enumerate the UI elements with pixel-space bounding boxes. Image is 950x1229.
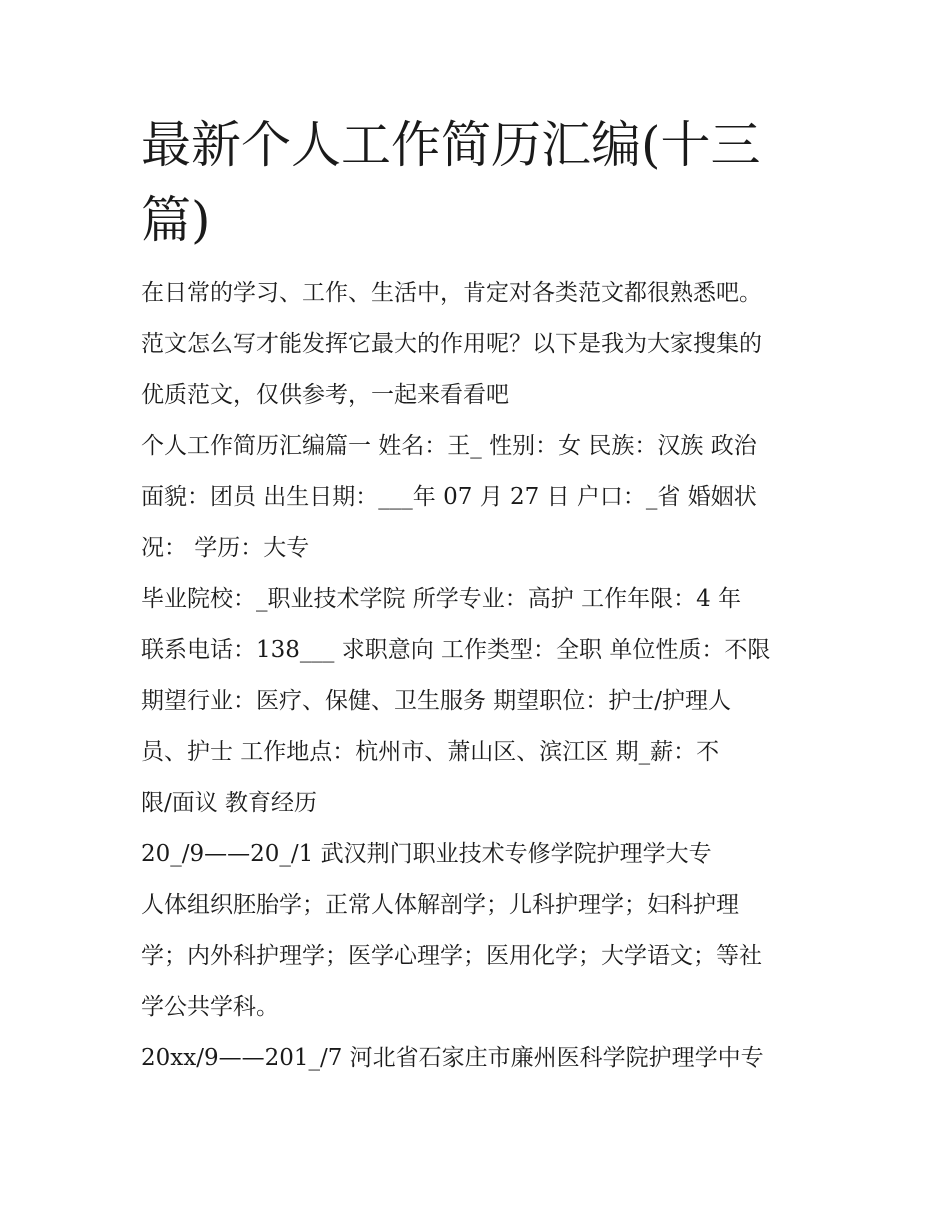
text-line: 人体组织胚胎学；正常人体解剖学；儿科护理学；妇科护理 (141, 892, 739, 918)
job-intention-paragraph (141, 574, 821, 829)
text-line: 期望行业：医疗、保健、卫生服务 期望职位：护士/护理人 (141, 688, 732, 714)
text-line: 范文怎么写才能发挥它最大的作用呢？以下是我为大家搜集的 (141, 331, 762, 357)
text-line: 况： 学历：大专 (141, 535, 310, 561)
intro-paragraph (141, 268, 821, 421)
text-line: 在日常的学习、工作、生活中，肯定对各类范文都很熟悉吧。 (141, 280, 762, 306)
text-line: 学；内外科护理学；医学心理学；医用化学；大学语文；等社 (141, 943, 762, 969)
text-line: 20_/9——20_/1 武汉荆门职业技术专修学院护理学大专 (141, 841, 712, 867)
text-line: 优质范文，仅供参考，一起来看看吧 (141, 382, 509, 408)
document-title (141, 108, 821, 258)
text-line: 毕业院校：_职业技术学院 所学专业：高护 工作年限：4 年 (141, 586, 742, 612)
title-line: 最新个人工作简历汇编(十三 (141, 116, 761, 174)
education-entry-2 (141, 1033, 821, 1084)
text-line: 学公共学科。 (141, 994, 279, 1020)
text-line: 个人工作简历汇编篇一 姓名：王_ 性别：女 民族：汉族 政治 (141, 433, 757, 459)
text-line: 限/面议 教育经历 (141, 790, 318, 816)
courses-paragraph (141, 880, 821, 1033)
education-entry-1 (141, 829, 821, 880)
title-line: 篇) (141, 191, 211, 249)
text-line: 员、护士 工作地点：杭州市、萧山区、滨江区 期_薪：不 (141, 739, 720, 765)
text-line: 20xx/9——201_/7 河北省石家庄市廉州医科学院护理学中专 (141, 1045, 764, 1071)
text-line: 面貌：团员 出生日期：___年 07 月 27 日 户口：_省 婚姻状 (141, 484, 757, 510)
text-line: 联系电话：138___ 求职意向 工作类型：全职 单位性质：不限 (141, 637, 771, 663)
personal-info-paragraph (141, 421, 821, 574)
document-body (141, 108, 821, 1084)
